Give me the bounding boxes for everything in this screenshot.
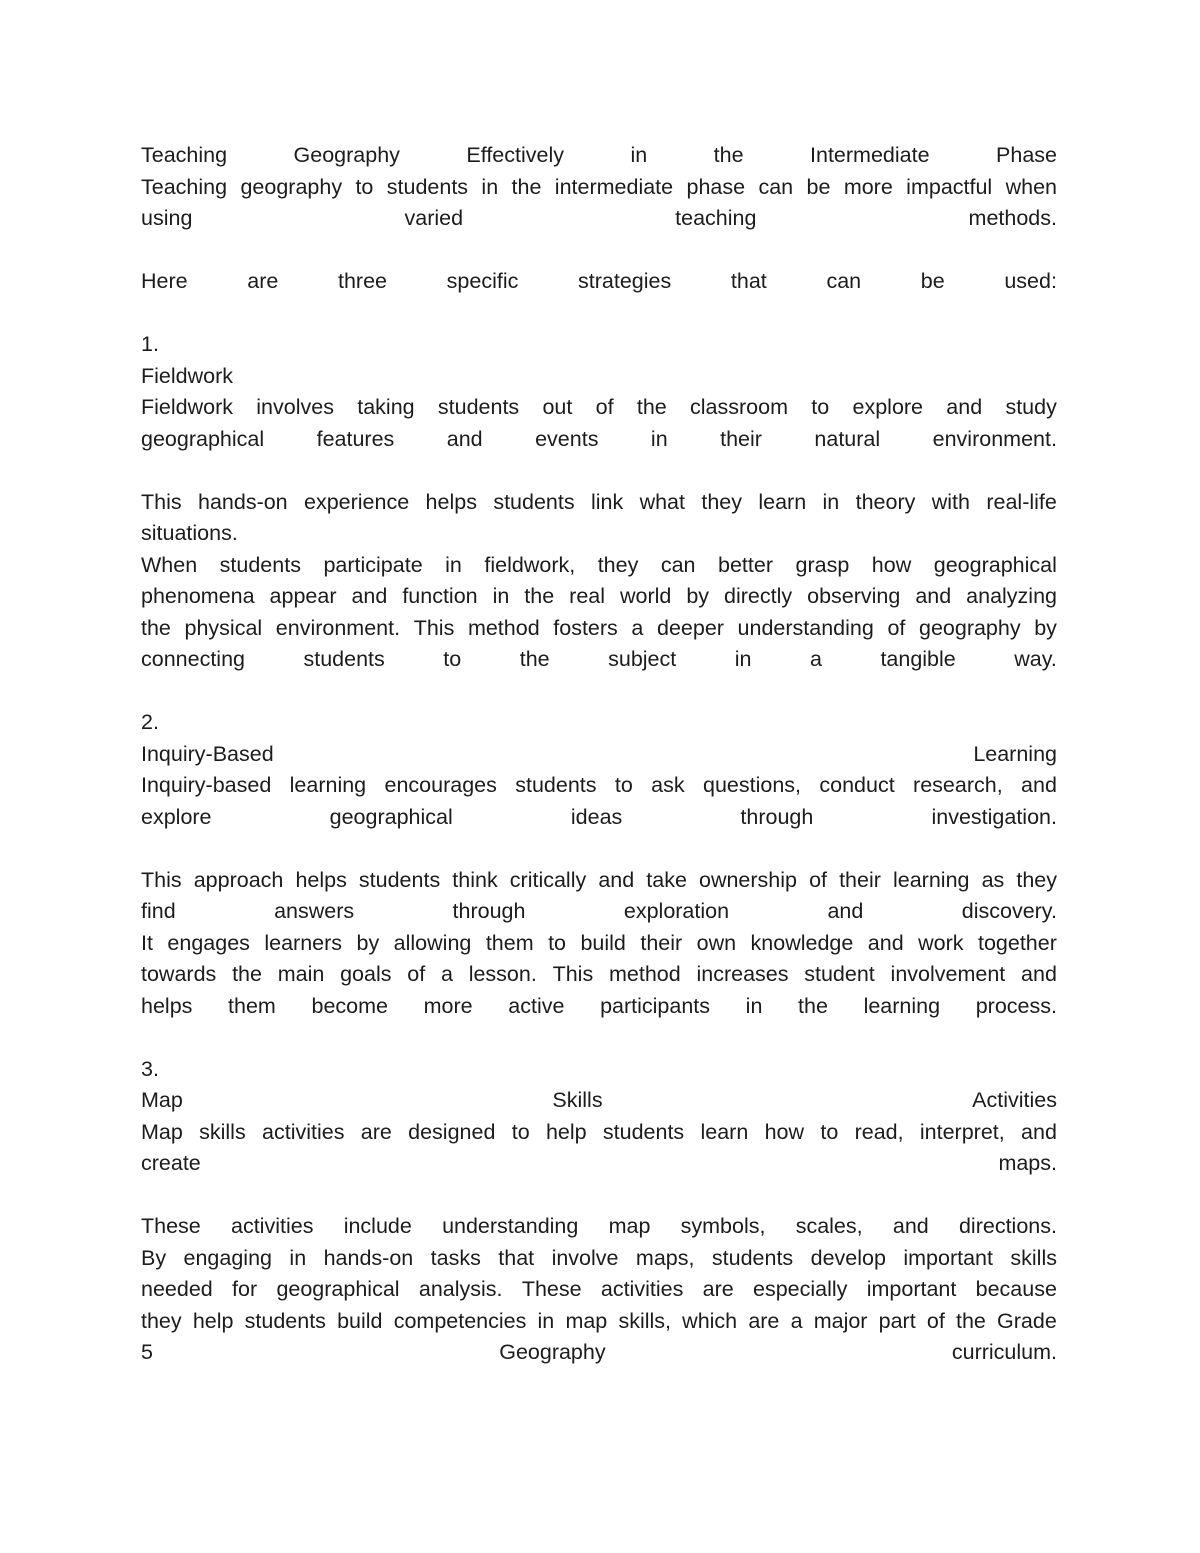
text-line-s1-p3-l3 [141,613,1057,645]
word: when [1005,174,1057,199]
text-line-s3-p2-l3 [141,1274,1057,1306]
word: Effectively [466,143,564,167]
word: deeper [656,615,724,640]
word: research, [913,773,1003,797]
word: lesson. [468,962,537,986]
word: geographical [276,1277,400,1301]
word: symbols, [680,1214,766,1238]
word: exploration [623,899,730,923]
line-text: 1. [141,332,159,356]
word: three [338,269,388,293]
text-line-title [141,140,1057,172]
word: find [141,899,176,923]
word: experience [304,489,410,514]
word: students [711,1245,794,1270]
word: investigation. [931,804,1057,829]
word: Learning [973,741,1057,766]
word: These [521,1277,582,1301]
word: main [277,962,325,986]
text-line-s3-p1-l1 [141,1117,1057,1149]
text-line-intro-1 [141,172,1057,204]
word: curriculum. [951,1340,1057,1364]
word: using [141,206,193,230]
word: involvement [890,962,1006,986]
word: what [639,489,685,514]
word: goals [340,962,392,986]
word: phenomena [141,584,255,608]
word: method [608,962,681,986]
word: in [445,552,462,577]
word: geographical [141,426,265,451]
blank-line [141,235,1057,267]
text-line-s2-p2-l1 [141,865,1057,897]
word: conduct [819,773,895,797]
word: in [734,647,752,671]
word: helps [425,489,477,514]
word: needed [141,1277,213,1301]
word: This [141,489,182,514]
word: interpret, [919,1119,1005,1144]
word: grasp [795,552,850,577]
word: through [452,899,526,923]
word: are [247,269,279,293]
word: think [452,867,498,892]
word: Teaching [141,143,228,167]
word: of [407,962,426,986]
word: they [597,552,639,577]
word: environment. [275,615,401,640]
word: the [636,395,667,419]
word: of [887,615,906,640]
word: hands-on [197,489,288,514]
word: real [569,584,606,608]
word: out [542,395,573,419]
word: learners [264,930,343,955]
word: Intermediate [810,143,930,167]
word: phase [686,174,746,199]
word: participants [600,993,711,1018]
word: This [413,615,455,640]
word: features [316,426,395,451]
document-body [141,140,1057,1369]
word: analysis. [418,1277,503,1301]
word: students [386,174,469,199]
word: in [745,993,763,1018]
word: Geography [499,1340,606,1364]
word: learn [700,1119,749,1144]
word: critically [509,867,587,892]
word: Inquiry-Based [141,741,274,766]
word: students [219,552,301,577]
word: the [232,962,262,986]
word: and [598,867,635,892]
word: analyzing [966,584,1057,608]
word: how [871,552,912,577]
word: world [619,584,672,608]
word: more [423,993,473,1018]
word: their [720,426,762,451]
text-line-s3-p2-l5 [141,1337,1057,1369]
word: helps [141,993,193,1018]
word: students [437,395,520,419]
blank-line [141,676,1057,708]
word: skills [199,1119,246,1144]
word: to [614,773,633,797]
word: skills, [618,1308,671,1333]
word: activities [600,1277,684,1301]
line-text: situations. [141,521,238,545]
word: can [758,174,794,199]
word: towards [141,962,217,986]
word: by [1034,615,1057,640]
blank-line [141,455,1057,487]
word: their [640,930,683,955]
word: involves [256,395,334,419]
word: in [650,426,668,451]
word: in [289,1245,307,1270]
word: with [931,489,970,514]
word: specific [446,269,519,293]
word: explore [141,804,212,829]
word: take [646,867,687,892]
word: fosters [553,615,618,640]
word: explore [852,395,924,419]
word: be [806,174,831,199]
word: strategies [578,269,672,293]
word: a [790,1308,803,1333]
word: build [337,1308,383,1333]
word: to [548,930,567,955]
text-line-s2-p1-l2 [141,802,1057,834]
word: designed [408,1119,496,1144]
word: of [595,395,614,419]
word: knowledge [750,930,854,955]
word: varied [404,206,464,230]
word: in [822,489,840,514]
text-line-s2-p3-l2 [141,959,1057,991]
word: in [481,174,499,199]
word: impactful [906,174,993,199]
text-line-num-2 [141,707,1057,739]
word: fieldwork, [484,552,576,577]
text-line-s3-p2-l2 [141,1243,1057,1275]
word: geographical [329,804,453,829]
word: Skills [552,1088,603,1112]
word: which [682,1308,738,1333]
text-line-s1-p2-l2 [141,518,1057,550]
word: engages [167,930,250,955]
word: study [1005,395,1057,419]
word: of [926,1308,945,1333]
word: activities [231,1214,314,1238]
text-line-s3-p2-l4 [141,1306,1057,1338]
word: to [811,395,830,419]
word: can [826,269,862,293]
word: maps, [635,1245,695,1270]
word: they [141,1308,182,1333]
word: of [809,867,827,892]
word: Fieldwork [141,395,233,419]
word: engaging [183,1245,272,1270]
word: by [686,584,710,608]
word: Activities [972,1088,1057,1112]
text-line-s3-p2-l1 [141,1211,1057,1243]
word: the [713,143,744,167]
word: methods. [968,206,1057,230]
blank-line [141,1180,1057,1212]
word: in [537,1308,555,1333]
word: Map [141,1088,183,1112]
word: When [141,552,198,577]
word: include [343,1214,412,1238]
word: students [493,489,575,514]
word: and [351,584,388,608]
text-line-s1-p3-l1 [141,550,1057,582]
word: understanding [442,1214,579,1238]
text-line-s2-p3-l1 [141,928,1057,960]
word: observing [807,584,901,608]
word: more [843,174,893,199]
word: competencies [393,1308,527,1333]
word: theory [855,489,916,514]
word: tangible [880,647,956,671]
word: teaching [675,206,757,230]
word: Teaching [141,174,228,199]
word: that [498,1245,535,1270]
word: students [244,1308,326,1333]
word: students [515,773,597,797]
blank-line [141,833,1057,865]
word: help [545,1119,587,1144]
line-text: Fieldwork [141,363,233,388]
word: natural [814,426,881,451]
line-text: 2. [141,710,159,734]
text-line-intro-2 [141,203,1057,235]
word: to [355,174,374,199]
word: active [508,993,565,1018]
word: them [228,993,276,1018]
word: hands-on [323,1245,414,1270]
word: and [946,395,983,419]
word: questions, [703,773,802,797]
word: participate [323,552,423,577]
text-line-num-3 [141,1054,1057,1086]
word: appear [269,584,337,608]
word: and [867,930,904,955]
word: tasks [430,1245,481,1270]
word: These [141,1214,201,1238]
word: physical [184,615,263,640]
word: activities [262,1119,345,1144]
word: major [813,1308,868,1333]
word: and [827,899,864,923]
word: are [702,1277,734,1301]
word: develop [810,1245,886,1270]
word: become [311,993,388,1018]
word: By [141,1245,167,1270]
text-line-s1-p2-l1 [141,487,1057,519]
word: process. [975,993,1057,1018]
word: be [920,269,945,293]
word: learn [758,489,807,514]
word: ownership [698,867,797,892]
word: involve [551,1245,619,1270]
word: the [524,584,555,608]
word: in [630,143,648,167]
word: directly [724,584,793,608]
word: through [740,804,814,829]
word: answers [274,899,355,923]
word: Map [141,1119,183,1144]
word: learning [289,773,367,797]
word: are [360,1119,392,1144]
word: and [1021,773,1057,797]
text-line-s1-p1-l1 [141,392,1057,424]
word: discovery. [961,899,1057,923]
blank-line [141,298,1057,330]
text-line-s2-p3-l3 [141,991,1057,1023]
word: build [580,930,626,955]
word: ideas [570,804,623,829]
word: and [915,584,952,608]
word: used: [1004,269,1057,293]
word: encourages [384,773,497,797]
word: they [701,489,742,514]
text-line-heading-2 [141,739,1057,771]
word: link [590,489,624,514]
word: especially [753,1277,848,1301]
word: work [918,930,964,955]
word: subject [608,647,677,671]
word: the [798,993,828,1018]
text-line-s2-p2-l2 [141,896,1057,928]
word: function [402,584,478,608]
word: 5 [141,1340,153,1364]
word: Inquiry-based [141,773,272,797]
word: because [975,1277,1057,1301]
text-line-s1-p3-l2 [141,581,1057,613]
word: directions. [958,1214,1057,1238]
word: are [748,1308,780,1333]
word: helps [295,867,347,892]
word: by [356,930,380,955]
word: student [804,962,875,986]
text-line-s1-p1-l2 [141,424,1057,456]
text-line-num-1 [141,329,1057,361]
word: map [565,1308,608,1333]
text-line-heading-3 [141,1085,1057,1117]
word: and [446,426,483,451]
word: as [981,867,1005,892]
word: own [696,930,737,955]
word: in [492,584,510,608]
word: read, [854,1119,904,1144]
text-line-s1-p3-l4 [141,644,1057,676]
word: to [511,1119,530,1144]
word: This [141,867,182,892]
word: how [764,1119,805,1144]
word: the [519,647,550,671]
word: they [1016,867,1057,892]
word: Phase [996,143,1057,167]
word: method [467,615,540,640]
text-line-strategies-lead [141,266,1057,298]
word: can [660,552,696,577]
word: students [602,1119,685,1144]
word: skills [1010,1245,1057,1270]
word: way. [1014,647,1057,671]
word: to [820,1119,839,1144]
text-line-s3-p1-l2 [141,1148,1057,1180]
text-line-s2-p1-l1 [141,770,1057,802]
word: increases [696,962,789,986]
word: learning [863,993,941,1018]
word: together [977,930,1057,955]
word: learning [892,867,970,892]
word: part [878,1308,916,1333]
word: geography [918,615,1021,640]
word: approach [193,867,284,892]
word: intermediate [554,174,674,199]
word: allowing [393,930,472,955]
word: environment. [932,426,1057,451]
word: important [866,1277,957,1301]
word: maps. [998,1151,1057,1175]
word: classroom [690,395,788,419]
word: Grade [997,1308,1057,1333]
word: a [809,647,822,671]
word: that [730,269,767,293]
word: students [358,867,441,892]
word: geography [240,174,343,199]
word: It [141,930,153,955]
word: create [141,1151,201,1175]
word: and [1021,1119,1057,1144]
word: better [718,552,773,577]
word: scales, [795,1214,863,1238]
word: and [892,1214,929,1238]
word: Here [141,269,188,293]
word: their [839,867,881,892]
word: real-life [986,489,1057,514]
line-text: 3. [141,1056,159,1081]
word: them [485,930,534,955]
word: a [440,962,453,986]
word: students [303,647,385,671]
word: understanding [737,615,874,640]
word: connecting [141,647,245,671]
word: Geography [293,143,400,167]
word: map [608,1214,651,1238]
word: taking [357,395,415,419]
word: ask [651,773,685,797]
word: and [1021,962,1057,986]
word: the [141,615,171,640]
word: important [903,1245,993,1270]
word: for [232,1277,258,1301]
word: the [511,174,542,199]
word: the [955,1308,986,1333]
blank-line [141,1022,1057,1054]
word: geographical [933,552,1057,577]
word: This [552,962,594,986]
word: events [535,426,599,451]
word: help [192,1308,234,1333]
word: to [443,647,462,671]
text-line-heading-1 [141,361,1057,393]
word: a [631,615,644,640]
